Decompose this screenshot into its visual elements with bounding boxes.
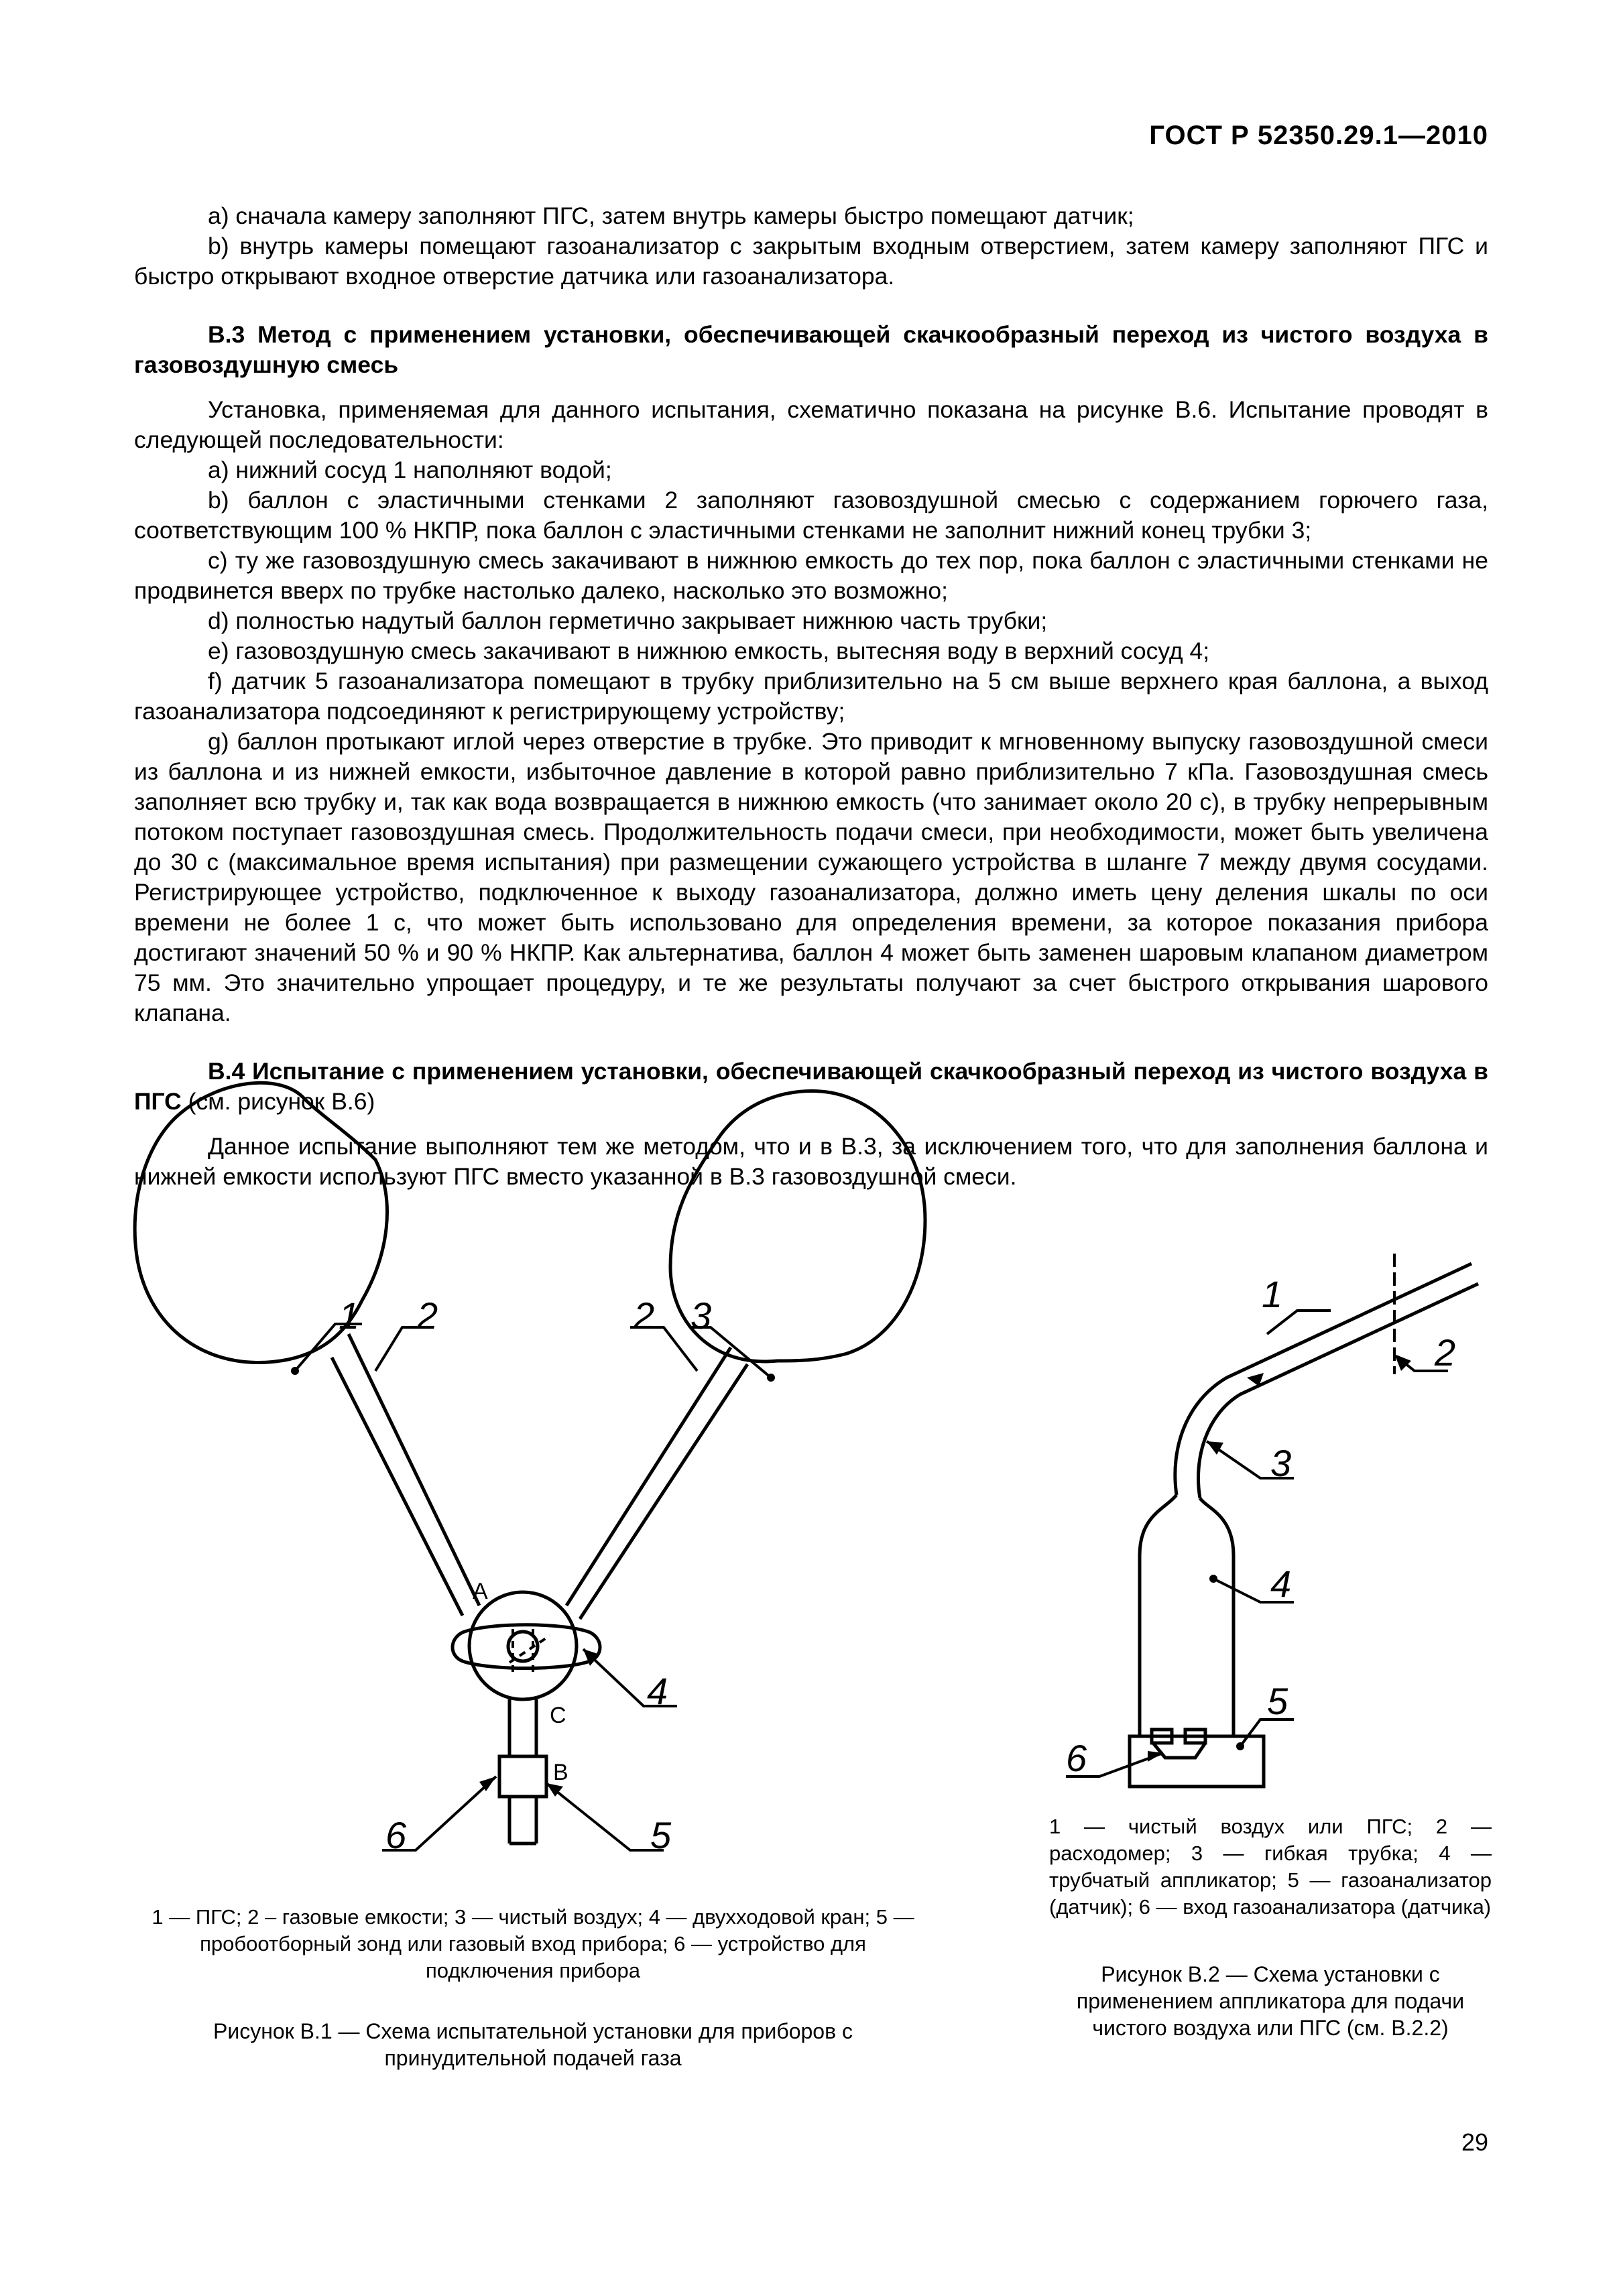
fig-b2-label-1: 1	[1262, 1273, 1283, 1315]
fig-b1-label-B: В	[553, 1760, 568, 1785]
paragraph: Установка, применяемая для данного испытания, схематично показана на рисунке В.6. Испытание проводят в следующей последовательности:	[134, 396, 1488, 453]
fig-b1-label-4: 4	[647, 1670, 668, 1712]
list-item: c) ту же газовоздушную смесь закачивают в нижнюю емкость до тех пор, пока баллон с эластичными стенками не продвинется вверх по трубке настолько далеко, насколько это возможно;	[134, 547, 1488, 604]
list-item: f) датчик 5 газоанализатора помещают в трубку приблизительно на 5 см выше верхнего края баллона, а выход газоанализатора подсоединяют к регистрирующему устройству;	[134, 668, 1488, 725]
figure-b2-legend: 1 — чистый воздух или ПГС; 2 — расходомер; 3 — гибкая трубка; 4 — трубчатый аппликатор; 5 — газоанализатор (датчик); 6 — вход газоанализатора (датчика)	[1049, 1815, 1492, 1919]
fig-b1-label-6: 6	[385, 1814, 407, 1856]
fig-b2-label-4: 4	[1270, 1563, 1292, 1605]
figure-b1-legend: 1 — ПГС; 2 – газовые емкости; 3 — чистый воздух; 4 — двухходовой кран; 5 — пробоотборный зонд или газовый вход прибора; 6 — устройство для подключения прибора	[152, 1905, 914, 1982]
applicator-tube-inner	[1199, 1284, 1479, 1498]
page-number: 29	[1461, 2128, 1488, 2156]
fig-b1-label-C: С	[550, 1703, 566, 1728]
fig-b2-label-6: 6	[1066, 1737, 1087, 1779]
figure-b2-caption: Рисунок В.2 — Схема установки с применением аппликатора для подачи чистого воздуха или ПГС (см. В.2.2)	[1076, 1962, 1465, 2040]
fig-b1-label-1: 1	[339, 1294, 360, 1337]
paragraph: Данное испытание выполняют тем же методом, что и в В.3, за исключением того, что для заполнения баллона и нижней емкости используют ПГС вместо указанной в В.3 газовоздушной смеси.	[134, 1133, 1488, 1190]
applicator-body	[1140, 1495, 1234, 1736]
fig-b1-label-A: А	[473, 1579, 488, 1604]
section-heading-b3: В.3 Метод с применением установки, обеспечивающей скачкообразный переход из чистого воздуха в газовоздушную смесь	[134, 321, 1488, 378]
fig-b2-label-5: 5	[1267, 1680, 1288, 1722]
list-item: d) полностью надутый баллон герметично закрывает нижнюю часть трубки;	[208, 607, 1048, 634]
list-item: a) нижний сосуд 1 наполняют водой;	[208, 457, 612, 483]
fig-b2-label-2: 2	[1435, 1331, 1456, 1374]
section-heading-b4-ref: (см. рисунок В.6)	[181, 1088, 375, 1115]
list-item: b) баллон с эластичными стенками 2 заполняют газовоздушной смесью с содержанием горючего газа, соответствующим 100 % НКПР, пока баллон с эластичными стенками не заполнит нижний конец трубки 3;	[134, 487, 1488, 544]
list-item: e) газовоздушную смесь закачивают в нижнюю емкость, вытесняя воду в верхний сосуд 4;	[208, 638, 1210, 664]
fig-b1-label-3: 3	[690, 1294, 712, 1337]
paragraph: b) внутрь камеры помещают газоанализатор с закрытым входным отверстием, затем камеру заполняют ПГС и быстро открывают входное отверстие датчика или газоанализатора.	[134, 233, 1488, 290]
applicator-tube-outer	[1175, 1264, 1471, 1495]
fig-b1-label-2b: 2	[634, 1294, 655, 1337]
section-heading-b4-text: В.4 Испытание с применением установки, обеспечивающей скачкообразный переход из чистого воздуха в ПГС	[134, 1058, 1488, 1115]
list-item: g) баллон протыкают иглой через отверстие в трубке. Это приводит к мгновенному выпуску газовоздушной смеси из баллона и из нижней емкости, избыточное давление в которой равно приблизительно 7 кПа. Газовоздушная смесь заполняет всю трубку и, так как вода возвращается в нижнюю емкость (что занимает около 20 с), в трубку непрерывным потоком поступает газовоздушная смесь. Продолжительность подачи смеси, при необходимости, может быть увеличена до 30 с (максимальное время испытания) при размещении сужающего устройства в шланге 7 между двумя сосудами. Регистрирующее устройство, подключенное к выходу газоанализатора, должно иметь цену деления шкалы по оси времени не более 1 с, что может быть использовано для определения времени, за которое показания прибора достигают значений 50 % и 90 % НКПР. Как альтернатива, баллон 4 может быть заменен шаровым клапаном диаметром 75 мм. Это значительно упрощает процедуру, и те же результаты получают за счет быстрого открывания шарового клапана.	[134, 728, 1488, 1026]
document-header: ГОСТ Р 52350.29.1—2010	[1149, 121, 1488, 150]
fig-b1-label-2a: 2	[417, 1294, 438, 1337]
fig-b2-label-3: 3	[1270, 1442, 1292, 1484]
paragraph: a) сначала камеру заполняют ПГС, затем внутрь камеры быстро помещают датчик;	[208, 202, 1134, 229]
figure-b1-caption: Рисунок В.1 — Схема испытательной установки для приборов с принудительной подачей газа	[213, 2019, 853, 2070]
fig-b1-label-5: 5	[650, 1814, 672, 1856]
